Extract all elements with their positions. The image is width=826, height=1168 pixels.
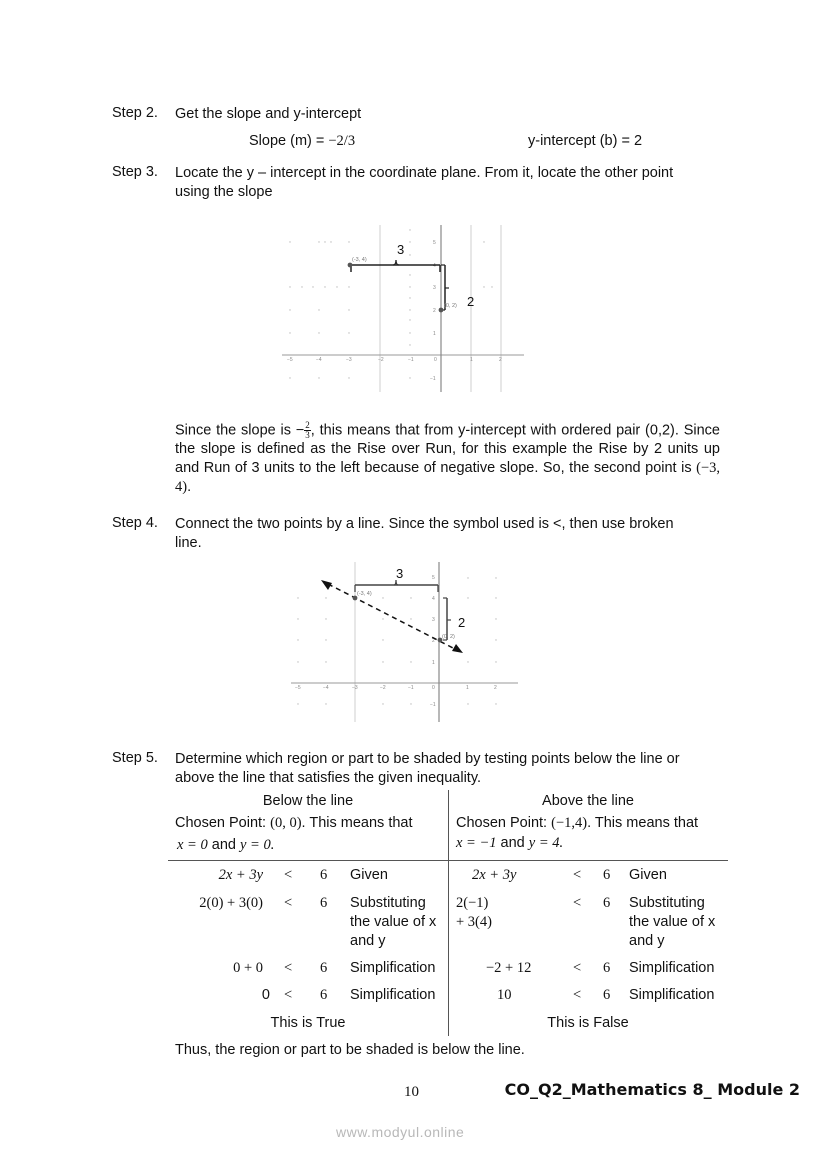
step-5-text-line1: Determine which region or part to be shaded by testing points below the line or (175, 751, 680, 767)
point-a-label: (-3, 4) (357, 591, 372, 597)
svg-text:4: 4 (432, 596, 435, 602)
svg-text:−5: −5 (295, 685, 301, 691)
step-3-text-line1: Locate the y – intercept in the coordinate plane. From it, locate the other point (175, 165, 674, 181)
svg-text:−1: −1 (408, 357, 414, 363)
point-a-label: (-3, 4) (352, 257, 367, 263)
second-point: (−3, 4) (175, 460, 720, 496)
slope-label: Slope (m) = (249, 133, 329, 149)
svg-text:−1: −1 (430, 702, 436, 708)
svg-text:0: 0 (432, 685, 435, 691)
svg-text:2: 2 (494, 685, 497, 691)
step-2-text: Get the slope and y-intercept (175, 106, 362, 122)
point-b-label: (0, 2) (442, 634, 455, 640)
svg-text:−5: −5 (287, 357, 293, 363)
graph-slope-intercept (280, 222, 530, 397)
module-code: CO_Q2_Mathematics 8_ Module 2 (504, 1080, 800, 1099)
point-a (348, 263, 353, 268)
point-b (439, 308, 444, 313)
svg-text:0: 0 (434, 357, 437, 363)
svg-text:5: 5 (433, 240, 436, 246)
step-5-label: Step 5. (112, 750, 158, 766)
svg-text:−2: −2 (378, 357, 384, 363)
left-means: x = 0 and y = 0. (177, 837, 275, 853)
table-divider-vertical (448, 790, 449, 1036)
svg-text:2: 2 (432, 638, 435, 644)
svg-text:4: 4 (433, 263, 436, 269)
right-conclusion: This is False (547, 1015, 629, 1031)
rise-label: 2 (458, 615, 466, 630)
slope-fraction: $\frac{2}{3}$ (305, 420, 310, 440)
svg-text:−3: −3 (346, 357, 352, 363)
run-label: 3 (396, 566, 404, 581)
step-5-text-line2: above the line that satisfies the given inequality. (175, 770, 482, 786)
slope-value: −2/3 (328, 133, 356, 149)
right-chosen-point: Chosen Point: (−1,4). This means that (456, 815, 699, 831)
svg-text:3: 3 (433, 285, 436, 291)
svg-text:2: 2 (499, 357, 502, 363)
page-number: 10 (404, 1084, 419, 1100)
svg-text:−4: −4 (316, 357, 322, 363)
step-3-text-line2: using the slope (175, 184, 273, 200)
svg-text:1: 1 (470, 357, 473, 363)
run-label: 3 (397, 242, 405, 257)
svg-text:1: 1 (466, 685, 469, 691)
svg-text:5: 5 (432, 575, 435, 581)
step-3-label: Step 3. (112, 164, 158, 180)
left-conclusion: This is True (270, 1015, 346, 1031)
svg-text:2: 2 (433, 308, 436, 314)
right-means: x = −1 and y = 4. (456, 835, 564, 851)
svg-text:−1: −1 (430, 376, 436, 382)
svg-text:−2: −2 (380, 685, 386, 691)
above-line-header: Above the line (542, 793, 634, 809)
below-line-header: Below the line (262, 793, 354, 809)
step-4-label: Step 4. (112, 515, 158, 531)
svg-text:−1: −1 (408, 685, 414, 691)
y-intercept-statement: y-intercept (b) = 2 (528, 133, 643, 149)
step-2-label: Step 2. (112, 105, 158, 121)
svg-text:1: 1 (432, 660, 435, 666)
slope-statement (249, 133, 355, 150)
svg-text:1: 1 (433, 331, 436, 337)
graph-broken-line (285, 560, 525, 730)
step-4-text-line2: line. (175, 535, 202, 551)
watermark: www.modyul.online (336, 1124, 465, 1140)
point-b-label: (0, 2) (444, 303, 457, 309)
step-4-text-line1: Connect the two points by a line. Since the symbol used is <, then use broken (175, 516, 674, 532)
final-conclusion: Thus, the region or part to be shaded is below the line. (175, 1042, 525, 1058)
svg-text:−3: −3 (352, 685, 358, 691)
step-3-explanation: Since the slope is − $\frac{2}{3}$ , this means that from y-intercept with ordered pair (0,2). Since the slope is defined as the Rise over Run, for this example the Rise by 2 units up and Run of 3 units to the left because of negative slope. So, the second point is (−3, 4). (175, 420, 720, 496)
svg-text:3: 3 (432, 617, 435, 623)
svg-text:−4: −4 (323, 685, 329, 691)
left-chosen-point: Chosen Point: (0, 0). This means that (175, 815, 413, 831)
rise-label: 2 (467, 294, 475, 309)
table-divider-horizontal (168, 860, 728, 861)
